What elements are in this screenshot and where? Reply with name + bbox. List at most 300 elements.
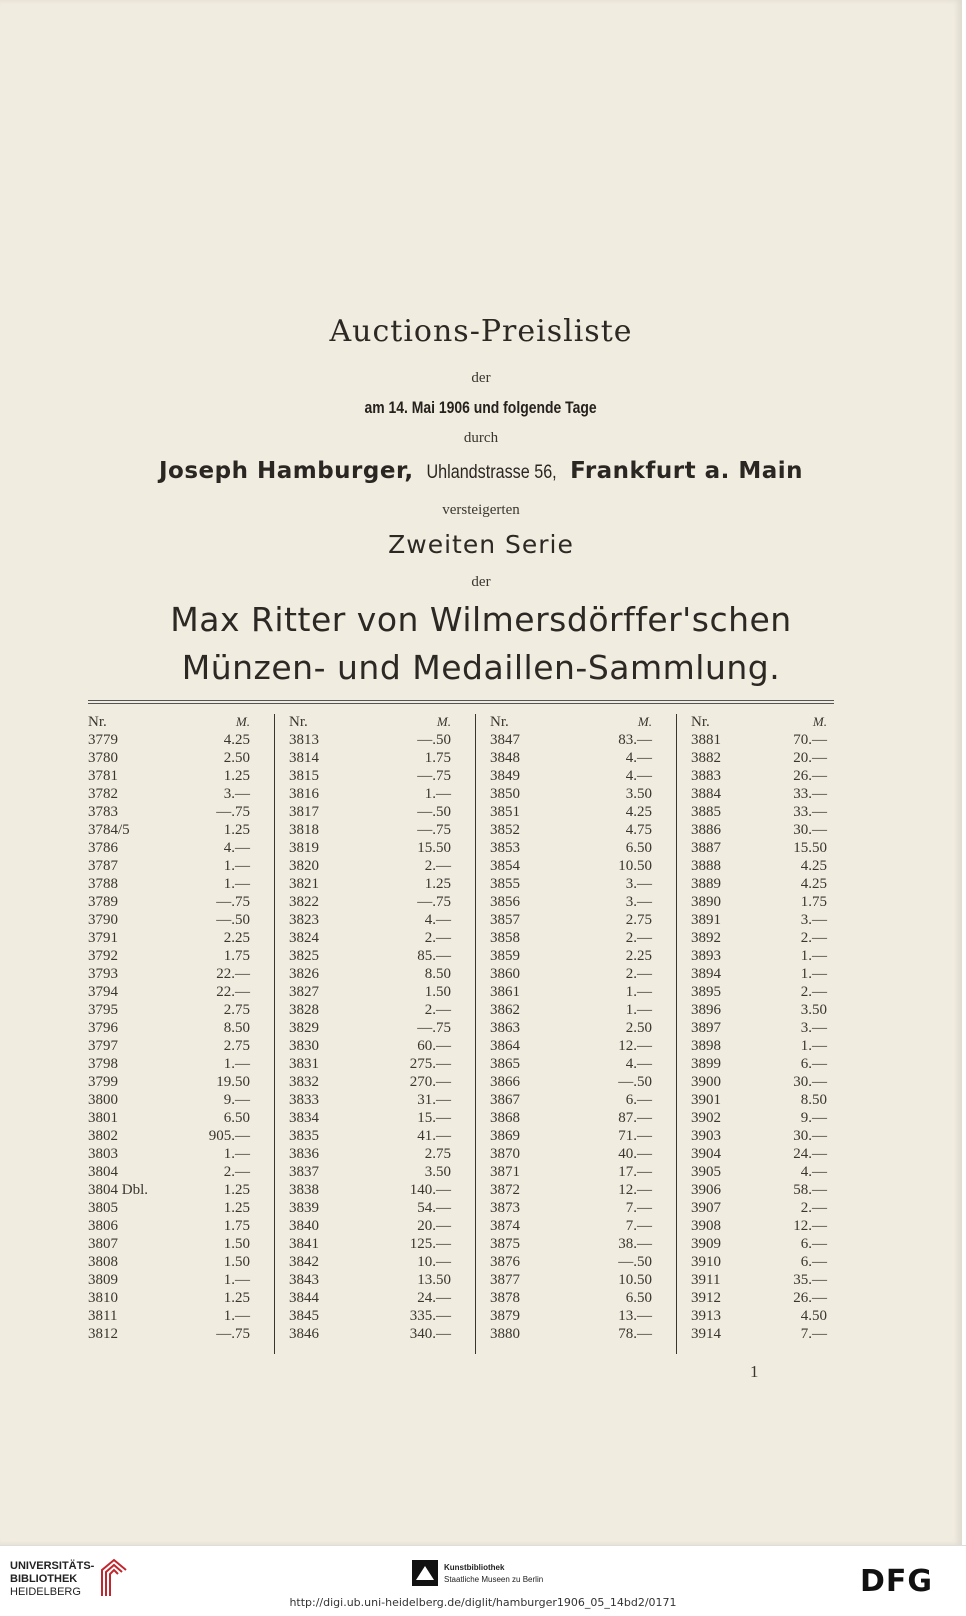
lot-number: 3845 <box>289 1308 319 1324</box>
table-row <box>289 840 475 858</box>
table-row <box>88 1092 274 1110</box>
lot-number: 3863 <box>490 1020 520 1036</box>
table-row <box>691 858 851 876</box>
lot-number: 3900 <box>691 1074 721 1090</box>
lot-number: 3896 <box>691 1002 721 1018</box>
lot-number: 3816 <box>289 786 319 802</box>
lot-number: 3808 <box>88 1254 118 1270</box>
table-row <box>88 732 274 750</box>
table-row <box>691 1236 851 1254</box>
price-column-4 <box>691 714 851 1354</box>
lot-number: 3903 <box>691 1128 721 1144</box>
lot-price: 4.— <box>800 1164 827 1180</box>
table-row <box>88 876 274 894</box>
lot-price: —.50 <box>216 912 250 928</box>
lot-number: 3781 <box>88 768 118 784</box>
lot-price: 1.50 <box>424 984 451 1000</box>
lot-price: 7.— <box>625 1218 652 1234</box>
lot-number: 3826 <box>289 966 319 982</box>
lot-number: 3894 <box>691 966 721 982</box>
lot-number: 3788 <box>88 876 118 892</box>
table-row <box>490 894 676 912</box>
table-row <box>289 1218 475 1236</box>
lot-price: 3.50 <box>625 786 652 802</box>
table-row <box>490 1020 676 1038</box>
lot-price: 3.— <box>223 786 250 802</box>
table-row <box>289 1272 475 1290</box>
lot-price: 3.— <box>625 894 652 910</box>
lot-price: 58.— <box>793 1182 827 1198</box>
table-row <box>289 930 475 948</box>
lot-price: 1.— <box>223 1272 250 1288</box>
lot-number: 3786 <box>88 840 118 856</box>
table-row <box>490 1092 676 1110</box>
table-row <box>691 1326 851 1344</box>
lot-number: 3913 <box>691 1308 721 1324</box>
lot-number: 3827 <box>289 984 319 1000</box>
lot-number: 3809 <box>88 1272 118 1288</box>
lot-number: 3831 <box>289 1056 319 1072</box>
table-row <box>490 912 676 930</box>
table-row <box>691 1182 851 1200</box>
table-row <box>88 1056 274 1074</box>
dealer-address: Uhlandstrasse 56, <box>426 462 557 483</box>
header-mark: M. <box>812 714 827 729</box>
lot-number: 3836 <box>289 1146 319 1162</box>
table-row <box>490 1272 676 1290</box>
uni-line-1: UNIVERSITÄTS- <box>10 1560 95 1572</box>
dealer-name: Joseph Hamburger, <box>158 458 414 484</box>
lot-price: —.50 <box>618 1254 652 1270</box>
lot-number: 3854 <box>490 858 520 874</box>
lot-number: 3905 <box>691 1164 721 1180</box>
table-row <box>88 1164 274 1182</box>
lot-price: 20.— <box>417 1218 451 1234</box>
table-row <box>289 1254 475 1272</box>
lot-number: 3874 <box>490 1218 520 1234</box>
table-row <box>691 930 851 948</box>
lot-number: 3878 <box>490 1290 520 1306</box>
lot-number: 3806 <box>88 1218 118 1234</box>
table-row <box>88 984 274 1002</box>
lot-price: 54.— <box>417 1200 451 1216</box>
table-row <box>88 1200 274 1218</box>
lot-price: —.50 <box>417 804 451 820</box>
lot-price: 2.— <box>800 984 827 1000</box>
table-row <box>490 1056 676 1074</box>
lot-number: 3909 <box>691 1236 721 1252</box>
lot-price: 3.50 <box>424 1164 451 1180</box>
table-row <box>490 1146 676 1164</box>
table-row <box>289 804 475 822</box>
lot-number: 3910 <box>691 1254 721 1270</box>
table-row <box>289 1110 475 1128</box>
lot-number: 3789 <box>88 894 118 910</box>
lot-number: 3890 <box>691 894 721 910</box>
lot-price: 24.— <box>793 1146 827 1162</box>
lot-number: 3875 <box>490 1236 520 1252</box>
lot-price: 2.— <box>625 966 652 982</box>
lot-number: 3802 <box>88 1128 118 1144</box>
table-row <box>289 1290 475 1308</box>
table-row <box>691 1110 851 1128</box>
table-row <box>691 1308 851 1326</box>
lot-price: 10.— <box>417 1254 451 1270</box>
lot-price: 30.— <box>793 1128 827 1144</box>
lot-price: 7.— <box>800 1326 827 1342</box>
lot-number: 3885 <box>691 804 721 820</box>
lot-number: 3815 <box>289 768 319 784</box>
lot-number: 3819 <box>289 840 319 856</box>
lot-price: 2.50 <box>223 750 250 766</box>
table-row <box>289 786 475 804</box>
table-row <box>289 768 475 786</box>
lot-number: 3883 <box>691 768 721 784</box>
table-row <box>490 1038 676 1056</box>
table-row <box>289 912 475 930</box>
table-row <box>691 1074 851 1092</box>
lot-price: 30.— <box>793 1074 827 1090</box>
table-row <box>88 1146 274 1164</box>
table-row <box>691 768 851 786</box>
lot-price: 24.— <box>417 1290 451 1306</box>
table-row <box>289 966 475 984</box>
table-row <box>88 1020 274 1038</box>
lot-number: 3871 <box>490 1164 520 1180</box>
lot-number: 3842 <box>289 1254 319 1270</box>
lot-number: 3895 <box>691 984 721 1000</box>
table-row <box>88 1254 274 1272</box>
lot-number: 3876 <box>490 1254 520 1270</box>
lot-price: 2.75 <box>223 1038 250 1054</box>
lot-price: 3.— <box>800 912 827 928</box>
lot-price: 270.— <box>409 1074 451 1090</box>
lot-price: 78.— <box>618 1326 652 1342</box>
lot-price: 38.— <box>618 1236 652 1252</box>
lot-number: 3796 <box>88 1020 118 1036</box>
lot-number: 3855 <box>490 876 520 892</box>
lot-price: 2.— <box>800 930 827 946</box>
lot-number: 3828 <box>289 1002 319 1018</box>
table-row <box>289 1038 475 1056</box>
lot-number: 3812 <box>88 1326 118 1342</box>
table-row <box>289 984 475 1002</box>
lot-price: 2.— <box>424 930 451 946</box>
lot-number: 3795 <box>88 1002 118 1018</box>
collection-line-2: Münzen- und Medaillen-Sammlung. <box>181 648 781 687</box>
lot-number: 3897 <box>691 1020 721 1036</box>
date-line: am 14. Mai 1906 und folgende Tage <box>364 398 598 417</box>
table-row <box>490 786 676 804</box>
table-row <box>289 1182 475 1200</box>
lot-number: 3847 <box>490 732 520 748</box>
lot-price: 6.50 <box>625 840 652 856</box>
table-row <box>490 1200 676 1218</box>
table-row <box>691 1020 851 1038</box>
lot-price: 40.— <box>618 1146 652 1162</box>
lot-price: 1.— <box>223 1308 250 1324</box>
table-row <box>490 930 676 948</box>
lot-price: 83.— <box>618 732 652 748</box>
table-row <box>289 858 475 876</box>
top-rule <box>88 700 834 701</box>
lot-price: —.50 <box>417 732 451 748</box>
dealer-line <box>0 456 962 484</box>
table-row <box>490 1110 676 1128</box>
table-row <box>490 1164 676 1182</box>
table-header <box>289 714 475 732</box>
lot-number: 3860 <box>490 966 520 982</box>
lot-price: 87.— <box>618 1110 652 1126</box>
table-row <box>88 1038 274 1056</box>
table-row <box>490 732 676 750</box>
lot-number: 3782 <box>88 786 118 802</box>
lot-number: 3914 <box>691 1326 721 1342</box>
lot-price: 140.— <box>409 1182 451 1198</box>
source-url[interactable]: http://digi.ub.uni-heidelberg.de/diglit/hamburger1906_05_14bd2/0171 <box>289 1596 677 1609</box>
table-row <box>289 894 475 912</box>
lot-number: 3846 <box>289 1326 319 1342</box>
lot-price: 335.— <box>409 1308 451 1324</box>
lot-number: 3797 <box>88 1038 118 1054</box>
lot-price: 275.— <box>409 1056 451 1072</box>
lot-number: 3856 <box>490 894 520 910</box>
table-row <box>691 1038 851 1056</box>
uni-line-3: HEIDELBERG <box>10 1586 81 1598</box>
lot-price: 8.50 <box>223 1020 250 1036</box>
lot-number: 3810 <box>88 1290 118 1306</box>
price-table <box>88 714 834 1354</box>
table-row <box>490 768 676 786</box>
lot-price: 41.— <box>417 1128 451 1144</box>
lot-price: 3.50 <box>800 1002 827 1018</box>
lot-price: 26.— <box>793 768 827 784</box>
table-row <box>289 1020 475 1038</box>
table-row <box>289 1308 475 1326</box>
lot-number: 3853 <box>490 840 520 856</box>
top-rule-2 <box>88 703 834 704</box>
lot-number: 3862 <box>490 1002 520 1018</box>
lot-number: 3844 <box>289 1290 319 1306</box>
table-header <box>88 714 274 732</box>
table-row <box>88 894 274 912</box>
table-row <box>289 1074 475 1092</box>
lot-number: 3801 <box>88 1110 118 1126</box>
lot-price: 4.75 <box>625 822 652 838</box>
lot-price: 2.— <box>424 1002 451 1018</box>
table-row <box>289 1236 475 1254</box>
lot-number: 3866 <box>490 1074 520 1090</box>
lot-price: 1.75 <box>800 894 827 910</box>
table-row <box>289 1326 475 1344</box>
lot-price: —.75 <box>417 1020 451 1036</box>
lot-price: 4.50 <box>800 1308 827 1324</box>
lot-price: 9.— <box>223 1092 250 1108</box>
lot-number: 3822 <box>289 894 319 910</box>
header-nr: Nr. <box>490 714 509 730</box>
lot-price: 1.— <box>800 1038 827 1054</box>
lot-number: 3799 <box>88 1074 118 1090</box>
lot-number: 3818 <box>289 822 319 838</box>
table-row <box>88 1110 274 1128</box>
lot-number: 3849 <box>490 768 520 784</box>
lot-price: 1.— <box>800 948 827 964</box>
lot-number: 3892 <box>691 930 721 946</box>
table-row <box>490 1218 676 1236</box>
table-row <box>691 840 851 858</box>
lot-price: —.75 <box>216 804 250 820</box>
table-row <box>691 1272 851 1290</box>
lot-price: 4.25 <box>800 858 827 874</box>
table-row <box>490 750 676 768</box>
lot-price: 4.— <box>625 768 652 784</box>
table-row <box>490 1074 676 1092</box>
lot-price: 6.— <box>800 1056 827 1072</box>
lot-price: 6.50 <box>223 1110 250 1126</box>
lot-price: 340.— <box>409 1326 451 1342</box>
lot-price: 9.— <box>800 1110 827 1126</box>
table-row <box>691 1128 851 1146</box>
lot-price: —.75 <box>417 894 451 910</box>
lot-price: 26.— <box>793 1290 827 1306</box>
lot-price: 4.— <box>625 750 652 766</box>
lot-price: 22.— <box>216 984 250 1000</box>
lot-number: 3851 <box>490 804 520 820</box>
lot-price: 4.— <box>223 840 250 856</box>
table-row <box>490 1128 676 1146</box>
lot-price: 19.50 <box>216 1074 250 1090</box>
lot-number: 3793 <box>88 966 118 982</box>
lot-price: 2.— <box>223 1164 250 1180</box>
lot-number: 3902 <box>691 1110 721 1126</box>
lot-number: 3839 <box>289 1200 319 1216</box>
table-row <box>88 930 274 948</box>
table-row <box>490 966 676 984</box>
table-row <box>691 786 851 804</box>
lot-price: 2.75 <box>625 912 652 928</box>
lot-number: 3794 <box>88 984 118 1000</box>
durch-text: durch <box>463 430 499 446</box>
table-row <box>691 804 851 822</box>
table-row <box>88 966 274 984</box>
lot-number: 3893 <box>691 948 721 964</box>
lot-number: 3814 <box>289 750 319 766</box>
lot-number: 3879 <box>490 1308 520 1324</box>
kunst-line-1: Kunstbibliothek <box>444 1563 505 1572</box>
lot-number: 3857 <box>490 912 520 928</box>
lot-price: 1.— <box>800 966 827 982</box>
table-row <box>490 1182 676 1200</box>
table-row <box>289 1056 475 1074</box>
table-row <box>691 948 851 966</box>
lot-number: 3840 <box>289 1218 319 1234</box>
table-row <box>691 876 851 894</box>
header-mark: M. <box>235 714 250 729</box>
lot-number: 3803 <box>88 1146 118 1162</box>
table-row <box>490 1002 676 1020</box>
kunstbibliothek-logo-icon <box>412 1560 438 1586</box>
table-row <box>691 894 851 912</box>
table-row <box>691 1056 851 1074</box>
lot-price: 1.— <box>223 1146 250 1162</box>
lot-price: 3.— <box>800 1020 827 1036</box>
table-row <box>691 750 851 768</box>
lot-number: 3907 <box>691 1200 721 1216</box>
lot-price: 33.— <box>793 786 827 802</box>
lot-number: 3805 <box>88 1200 118 1216</box>
lot-price: 4.25 <box>800 876 827 892</box>
lot-number: 3790 <box>88 912 118 928</box>
lot-number: 3804 Dbl. <box>88 1182 148 1198</box>
lot-price: 15.50 <box>793 840 827 856</box>
lot-price: 15.50 <box>417 840 451 856</box>
lot-price: 8.50 <box>424 966 451 982</box>
lot-price: 17.— <box>618 1164 652 1180</box>
table-row <box>289 1200 475 1218</box>
lot-number: 3821 <box>289 876 319 892</box>
lot-number: 3882 <box>691 750 721 766</box>
lot-price: 2.— <box>625 930 652 946</box>
lot-price: 8.50 <box>800 1092 827 1108</box>
table-row <box>88 840 274 858</box>
lot-price: 1.25 <box>223 822 250 838</box>
lot-number: 3824 <box>289 930 319 946</box>
table-row <box>490 840 676 858</box>
lot-number: 3832 <box>289 1074 319 1090</box>
lot-price: 20.— <box>793 750 827 766</box>
table-row <box>691 912 851 930</box>
lot-price: 10.50 <box>618 1272 652 1288</box>
table-row <box>490 822 676 840</box>
lot-number: 3867 <box>490 1092 520 1108</box>
table-row <box>691 984 851 1002</box>
lot-price: 12.— <box>618 1182 652 1198</box>
lot-price: 905.— <box>208 1128 250 1144</box>
table-row <box>691 1002 851 1020</box>
lot-number: 3838 <box>289 1182 319 1198</box>
lot-price: 31.— <box>417 1092 451 1108</box>
table-row <box>88 1128 274 1146</box>
table-row <box>691 966 851 984</box>
series-title: Zweiten Serie <box>388 530 574 559</box>
lot-number: 3823 <box>289 912 319 928</box>
table-row <box>490 1326 676 1344</box>
lot-number: 3834 <box>289 1110 319 1126</box>
lot-number: 3779 <box>88 732 118 748</box>
lot-price: 6.— <box>800 1254 827 1270</box>
lot-number: 3850 <box>490 786 520 802</box>
lot-number: 3901 <box>691 1092 721 1108</box>
lot-number: 3886 <box>691 822 721 838</box>
table-row <box>490 1290 676 1308</box>
lot-number: 3811 <box>88 1308 118 1324</box>
lot-number: 3904 <box>691 1146 721 1162</box>
lot-number: 3889 <box>691 876 721 892</box>
lot-price: 4.25 <box>223 732 250 748</box>
lot-number: 3784/5 <box>88 822 130 838</box>
uni-heidelberg-label <box>10 1560 94 1599</box>
lot-price: 71.— <box>618 1128 652 1144</box>
lot-number: 3841 <box>289 1236 319 1252</box>
table-row <box>88 858 274 876</box>
table-row <box>289 1128 475 1146</box>
lot-number: 3813 <box>289 732 319 748</box>
table-row <box>289 1146 475 1164</box>
lot-price: —.75 <box>417 768 451 784</box>
header-mark: M. <box>637 714 652 729</box>
collection-line-1: Max Ritter von Wilmersdörffer'schen <box>170 600 792 639</box>
table-row <box>691 732 851 750</box>
